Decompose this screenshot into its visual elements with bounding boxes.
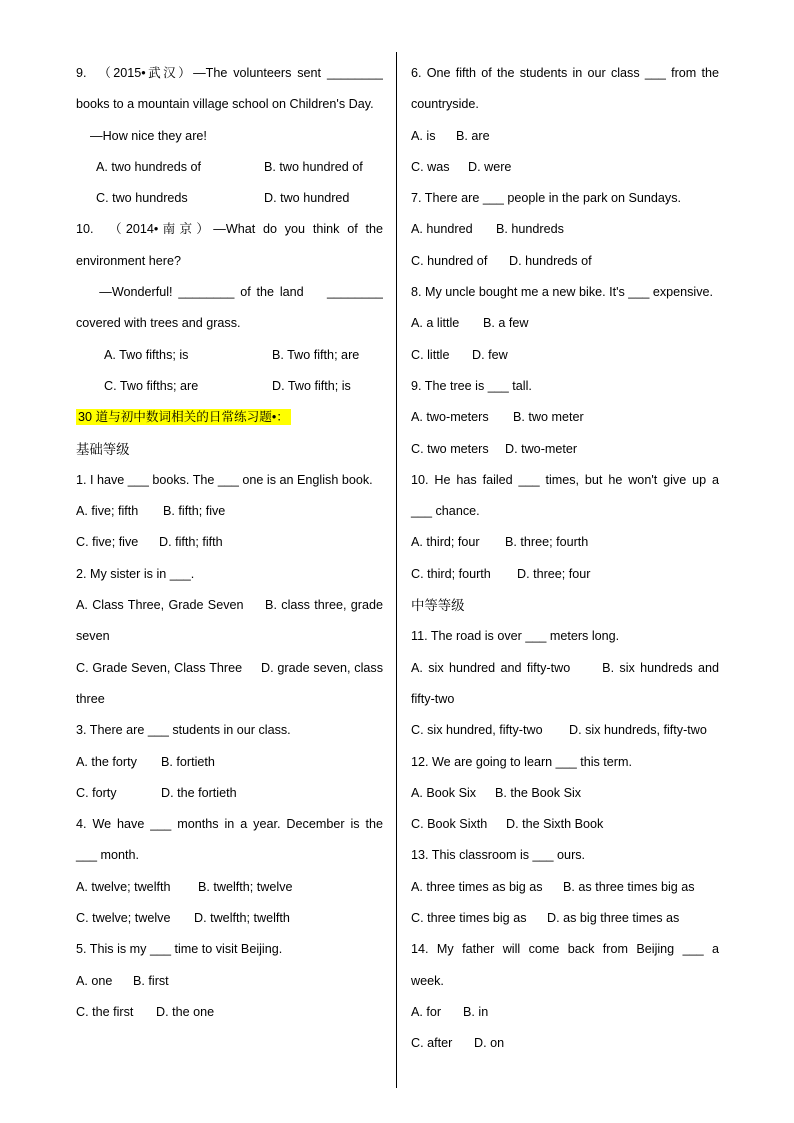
option-label: A. one [76, 973, 113, 988]
option-label: B. the Book Six [495, 785, 582, 800]
question-line: C. Grade Seven, Class Three D. grade seven, class [76, 660, 383, 675]
options-row [76, 183, 383, 214]
option-label: C. twelve; twelve [76, 911, 171, 926]
option-label: B. two hundred of [264, 159, 363, 174]
options-row [411, 527, 719, 558]
text-line: week. [411, 973, 444, 988]
option-label: D. two-meter [505, 441, 578, 456]
option-label: A. is [411, 128, 436, 143]
option-label: B. first [133, 973, 169, 988]
option-label: A. two hundreds of [96, 159, 202, 174]
option-label: A. for [411, 1004, 442, 1019]
text-line: 3. There are ___ students in our class. [76, 723, 291, 738]
option-label: C. two meters [411, 441, 489, 456]
option-label: C. the first [76, 1004, 134, 1019]
options-row [76, 371, 383, 402]
option-label: A. the forty [76, 754, 137, 769]
text-line: countryside. [411, 97, 479, 112]
question-line: A. six hundred and fifty-two B. six hundreds and [411, 660, 719, 675]
options-row [411, 340, 719, 371]
text-line: environment here? [76, 253, 182, 268]
option-label: D. hundreds of [509, 253, 592, 268]
text-line: 1. I have ___ books. The ___ one is an English book. [76, 472, 373, 487]
option-label: B. a few [483, 316, 529, 331]
option-label: C. forty [76, 785, 117, 800]
option-label: B. three; fourth [505, 535, 589, 550]
options-row [411, 1028, 719, 1059]
right-column [411, 58, 719, 1060]
level-heading: 中等等级 [411, 598, 465, 614]
question-line: 14. My father will come back from Beijing ___ a [411, 942, 719, 957]
level-heading: 基础等级 [76, 441, 130, 457]
option-label: D. three; four [517, 566, 591, 581]
options-row [76, 747, 383, 778]
option-label: D. the Sixth Book [506, 817, 604, 832]
option-label: A. three times as big as [411, 879, 543, 894]
text-line: 5. This is my ___ time to visit Beijing. [76, 942, 283, 957]
options-row [76, 903, 383, 934]
question-line: 6. One fifth of the students in our class ___ from the [411, 66, 719, 80]
options-row [411, 872, 719, 903]
text-line: 2. My sister is in ___. [76, 566, 195, 581]
option-label: C. after [411, 1036, 453, 1051]
text-line: 9. The tree is ___ tall. [411, 378, 532, 393]
highlighted-heading: 30 道与初中数词相关的日常练习题•： [78, 410, 289, 425]
option-label: D. twelfth; twelfth [194, 911, 290, 926]
options-row [411, 809, 719, 840]
option-label: B. as three times big as [563, 879, 695, 894]
options-row [411, 246, 719, 277]
text-line: 13. This classroom is ___ ours. [411, 848, 586, 863]
option-label: A. two-meters [411, 410, 489, 425]
options-row [411, 559, 719, 590]
option-label: D. were [468, 159, 512, 174]
option-label: D. Two fifth; is [272, 378, 351, 393]
option-label: C. five; five [76, 535, 139, 550]
left-column [76, 58, 383, 1028]
options-row [76, 872, 383, 903]
question-line: 9. （2015•武汉）—The volunteers sent ________ [76, 66, 383, 80]
options-row [76, 496, 383, 527]
option-label: C. Two fifths; are [104, 378, 199, 393]
option-label: D. on [474, 1036, 505, 1051]
option-label: D. fifth; fifth [159, 535, 223, 550]
options-row [76, 527, 383, 558]
question-line: —Wonderful! ________ of the land ________ [76, 285, 383, 300]
options-row [76, 966, 383, 997]
options-row [76, 340, 383, 371]
text-line: —How nice they are! [76, 128, 207, 143]
section-heading [76, 402, 383, 433]
text-line: ___ month. [76, 848, 140, 863]
options-row [76, 152, 383, 183]
option-label: A. five; fifth [76, 504, 139, 519]
text-line: books to a mountain village school on Children's Day. [76, 97, 374, 112]
option-label: B. two meter [513, 410, 584, 425]
options-row [411, 715, 719, 746]
option-label: D. the fortieth [161, 785, 237, 800]
text-line: 8. My uncle bought me a new bike. It's ___ expensive. [411, 285, 714, 300]
options-row [411, 308, 719, 339]
option-label: D. two hundred [264, 191, 350, 206]
options-row [411, 778, 719, 809]
option-label: B. Two fifth; are [272, 347, 360, 362]
option-label: A. hundred [411, 222, 473, 237]
option-label: C. six hundred, fifty-two [411, 723, 543, 738]
text-line: fifty-two [411, 691, 455, 706]
text-line: three [76, 691, 105, 706]
option-label: C. Book Sixth [411, 817, 488, 832]
text-line: covered with trees and grass. [76, 316, 241, 331]
option-label: B. fifth; five [163, 504, 226, 519]
question-line: A. Class Three, Grade Seven B. class three, grade [76, 598, 383, 613]
option-label: A. twelve; twelfth [76, 879, 171, 894]
option-label: C. third; fourth [411, 566, 491, 581]
option-label: C. three times big as [411, 911, 527, 926]
text-line: 11. The road is over ___ meters long. [411, 629, 620, 644]
option-label: D. few [472, 347, 508, 362]
option-label: D. as big three times as [547, 911, 680, 926]
options-row [411, 402, 719, 433]
question-line: 4. We have ___ months in a year. December is the [76, 817, 383, 832]
option-label: C. hundred of [411, 253, 488, 268]
options-row [76, 778, 383, 809]
option-label: B. in [463, 1004, 489, 1019]
text-line: ___ chance. [411, 504, 480, 519]
options-row [411, 214, 719, 245]
option-label: A. Book Six [411, 785, 477, 800]
option-label: C. was [411, 159, 450, 174]
option-label: A. Two fifths; is [104, 347, 189, 362]
column-divider [396, 52, 397, 1088]
question-line: 10. （2014•南京）—What do you think of the [76, 222, 383, 237]
option-label: D. six hundreds, fifty-two [569, 723, 707, 738]
option-label: C. little [411, 347, 450, 362]
options-row [411, 434, 719, 465]
option-label: A. a little [411, 316, 460, 331]
options-row [411, 997, 719, 1028]
option-label: D. the one [156, 1004, 215, 1019]
option-label: B. twelfth; twelve [198, 879, 293, 894]
text-line: 12. We are going to learn ___ this term. [411, 754, 632, 769]
option-label: B. hundreds [496, 222, 564, 237]
options-row [76, 997, 383, 1028]
option-label: B. are [456, 128, 490, 143]
option-label: A. third; four [411, 535, 480, 550]
option-label: C. two hundreds [96, 191, 188, 206]
options-row [411, 903, 719, 934]
options-row [411, 121, 719, 152]
option-label: B. fortieth [161, 754, 215, 769]
question-line: 10. He has failed ___ times, but he won't give up a [411, 472, 719, 487]
options-row [411, 152, 719, 183]
text-line: 7. There are ___ people in the park on Sundays. [411, 191, 682, 206]
text-line: seven [76, 629, 110, 644]
